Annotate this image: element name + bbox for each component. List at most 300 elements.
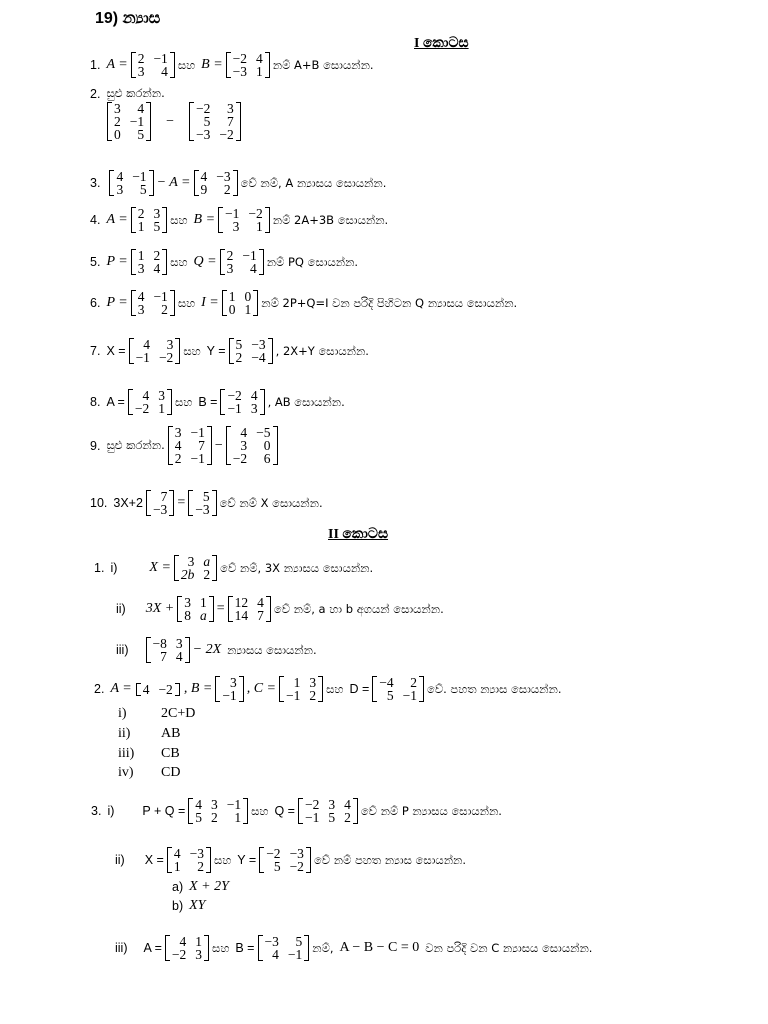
matrix-cell: 3 [195,947,203,962]
matrix-cell: 5 [273,859,281,874]
matrix-cell: 3 [137,302,145,317]
matrix-cell: 1 [195,934,203,949]
math-label: X = [149,560,171,575]
matrix-cell: 2 [344,810,351,825]
sub-label-a: a) [172,880,184,894]
matrix-cell: −4 [379,675,394,690]
math-label: − A = [156,175,191,190]
matrix-cell: 3 [153,206,161,221]
math-label: B = [201,57,223,72]
matrix-cell: 1 [234,810,242,825]
matrix [188,490,216,516]
matrix-grid [151,490,169,516]
question-number: 3. [90,176,101,190]
question-number: 2. [90,86,101,101]
matrix-cell: 4 [116,169,124,184]
instruction-text: , AB සොයන්න. [267,394,345,409]
matrix-cell: −5 [256,425,271,440]
matrix [215,676,243,702]
matrix-cell: −2 [158,681,173,697]
matrix-cell: 1 [199,595,207,610]
math-label: Q = [193,254,217,269]
matrix-cell: −3 [195,502,210,517]
math-label: X = [144,853,164,867]
instruction-text: වේ නම්, 3X න්‍යාසය සොයන්න. [220,560,374,575]
question-number: 6. [90,296,101,310]
matrix [220,389,264,415]
matrix [165,935,209,961]
matrix-cell: 0 [244,289,252,304]
matrix-cell: 7 [160,649,167,664]
math-label: , C = [246,681,276,696]
connector-text: නම්, [312,940,334,955]
matrix-cell: 2 [197,859,204,874]
matrix-cell: 7 [257,608,264,623]
matrix-cell: 1 [173,859,181,874]
matrix-cell: −2 [171,947,187,962]
matrix-cell: −1 [153,289,168,304]
matrix-cell: a [203,554,211,569]
math-label: 3X + [145,601,175,616]
matrix-cell: 5 [153,219,161,234]
matrix-grid [377,676,419,702]
matrix [131,249,168,275]
matrix-right-bracket [175,338,180,364]
matrix-cell: 4 [175,649,183,664]
and-text: සහ [170,254,188,269]
matrix-cell: 2 [137,51,145,66]
math-label: Y = [237,853,257,867]
matrix-cell: 3 [227,101,234,116]
matrix-right-bracket [207,426,212,465]
matrix-cell: −1 [153,51,168,66]
matrix-grid [136,249,163,275]
matrix [194,170,238,196]
matrix-cell: −1 [222,688,237,703]
math-label: A = [106,395,125,409]
matrix-right-bracket [268,338,273,364]
question-number: 1. [94,561,105,575]
matrix-grid [151,637,185,663]
matrix-cell: 4 [137,101,145,116]
instruction-text: සුළු කරන්න. [106,438,165,452]
matrix-cell: 3 [137,64,145,79]
matrix-right-bracket [209,596,214,622]
matrix-cell: −3 [189,846,204,861]
math-label: A = [106,212,128,227]
question-8 [90,389,345,415]
matrix-cell: −3 [264,934,279,949]
matrix-right-bracket [239,676,244,702]
sub-label-b: b) [172,899,184,913]
matrix-cell: 4 [344,797,351,812]
matrix-grid [134,338,176,364]
question-7 [90,338,369,364]
matrix-right-bracket [306,847,311,873]
matrix-cell: 2 [203,567,211,582]
matrix-right-bracket [243,798,248,824]
question-number: 10. [90,496,108,510]
matrix-cell: 5 [235,337,243,352]
matrix-cell: 4 [153,261,161,276]
matrix-cell: −2 [219,127,234,142]
matrix-cell: 4 [250,388,258,403]
matrix-cell: 3 [184,595,191,610]
and-text: සහ [251,803,269,818]
matrix-cell: −2 [232,51,248,66]
matrix-right-bracket [304,935,309,961]
matrix-cell: 3 [175,636,183,651]
math-label: I = [201,295,219,310]
matrix-cell: −1 [129,114,145,129]
math-label: X = [106,344,126,358]
matrix-grid [193,490,211,516]
matrix-cell: 2 [235,350,243,365]
matrix-right-bracket [170,52,175,78]
math-label: B = [235,941,255,955]
matrix-grid [133,389,167,415]
and-text: සහ [177,295,196,310]
matrix-grid [172,847,206,873]
page-title: 19) න්‍යාස [95,10,161,27]
and-text: සහ [174,394,193,409]
matrix [222,290,259,316]
matrix-cell: 4 [249,261,257,276]
instruction-text: , 2X+Y සොයන්න. [275,343,369,358]
matrix-cell: 2 [309,688,317,703]
matrix-cell: 2 [114,114,121,129]
sub-label-iii: iii) [118,746,135,761]
matrix [131,290,175,316]
matrix-cell: −1 [304,810,320,825]
matrix [189,102,241,141]
question-number: 3. [91,804,102,818]
question-number: 2. [94,682,105,696]
instruction-text: නම් A+B සොයන්න. [272,57,374,72]
matrix-right-bracket [185,637,190,663]
matrix-cell: 1 [244,302,252,317]
instruction-text: වේ නම් X සොයන්න. [219,495,323,510]
matrix-cell: 1 [293,675,301,690]
matrix [109,170,153,196]
matrix-cell: 3 [114,101,121,116]
matrix-cell: −2 [304,797,320,812]
matrix-grid [114,170,148,196]
matrix-grid [231,426,273,465]
question-4 [90,207,388,233]
instruction-text: නම් 2P+Q=I වන පරිදි පිහිටන Q න්‍යාසය සොයන්න. [261,295,518,310]
list-item: AB [161,726,181,741]
math-label: A = [110,681,132,696]
expression: XY [189,898,206,913]
matrix-right-bracket [236,102,241,141]
part2-question-3-ii-b [172,898,205,914]
matrix-cell: 3 [309,675,317,690]
matrix-right-bracket [162,207,167,233]
matrix-cell: 4 [195,797,202,812]
matrix-right-bracket [212,555,217,581]
matrix [128,389,172,415]
question-2-expression [104,102,244,141]
question-1 [90,52,374,78]
matrix-cell: 3 [116,182,124,197]
question-10 [90,490,323,516]
matrix-right-bracket [253,290,258,316]
part2-question-1-i [94,555,373,581]
matrix-cell: 3 [187,554,195,569]
matrix [298,798,358,824]
question-5 [90,249,358,275]
matrix-cell: 2 [161,302,168,317]
math-label: D = [349,682,370,696]
matrix-cell: −1 [242,248,257,263]
matrix-right-bracket [233,170,238,196]
matrix [228,596,271,622]
matrix-cell: 3 [240,438,248,453]
sub-question-label: iii) [116,643,129,657]
minus-sign: − [166,113,175,129]
math-label: A = [106,57,128,72]
matrix-cell: 4 [272,947,279,962]
matrix [279,676,323,702]
matrix-grid [284,676,318,702]
matrix-cell: 2 [223,182,231,197]
matrix-right-bracket [167,389,172,415]
list-item: CD [161,765,181,780]
matrix-right-bracket [318,676,323,702]
matrix-cell: −1 [227,401,242,416]
matrix-right-bracket [259,249,264,275]
matrix-cell: 1 [256,64,263,79]
matrix-right-bracket [162,249,167,275]
matrix-grid [234,338,268,364]
matrix-cell: 2 [226,248,234,263]
matrix [372,676,424,702]
matrix-cell: 3 [232,219,240,234]
matrix [226,52,270,78]
question-number: 1. [90,58,101,72]
math-label: P = [106,254,128,269]
sub-question-label: i) [107,804,115,818]
part2-question-3-ii-a [172,879,229,895]
matrix-cell: 14 [234,608,249,623]
and-text: සහ [170,212,188,227]
matrix-cell: −1 [135,350,150,365]
matrix-cell: −3 [232,64,248,79]
matrix-cell: −1 [190,451,205,466]
matrix-cell: 6 [263,451,271,466]
matrix-cell: −2 [248,206,263,221]
matrix-cell: 3 [226,261,234,276]
matrix-cell: 4 [137,289,145,304]
matrix-cell: 1 [137,248,145,263]
math-label: , B = [183,681,213,696]
matrix-cell: 5 [203,114,211,129]
question-3 [90,170,386,196]
matrix [146,637,190,663]
matrix-cell: 7 [227,114,234,129]
matrix-cell: −3 [216,169,231,184]
matrix-cell: 12 [234,595,249,610]
matrix-grid [170,935,204,961]
matrix-cell: 4 [142,681,150,697]
matrix [146,490,174,516]
matrix-cell: 1 [158,401,165,416]
instruction-text: සුළු කරන්න. [106,86,165,100]
matrix-cell: −1 [287,947,303,962]
matrix-right-bracket [169,490,174,516]
matrix-cell: −2 [227,388,242,403]
instruction-text: වන පරිදි වන C න්‍යාසය සොයන්න. [425,940,593,955]
matrix-cell: 2 [174,451,182,466]
matrix-cell: −1 [226,797,242,812]
sub-question-label: ii) [116,602,126,616]
matrix [131,52,175,78]
matrix-grid [263,935,305,961]
matrix-cell: −3 [289,846,304,861]
matrix [136,683,180,696]
matrix-right-bracket [212,490,217,516]
list-item: 2C+D [161,706,196,721]
matrix-cell: −1 [132,169,147,184]
matrix-cell: 4 [179,934,187,949]
matrix-grid [225,389,259,415]
matrix [168,426,212,465]
matrix-cell: 4 [161,64,168,79]
matrix-cell: 4 [142,388,150,403]
matrix-cell: −2 [196,101,211,116]
matrix-right-bracket [419,676,424,702]
section-1-heading: I කොටස [414,36,469,51]
matrix-cell: 1 [256,219,263,234]
and-text: සහ [212,940,230,955]
sub-question-label: iii) [115,941,128,955]
instruction-text: වේ නම්, A න්‍යාසය සොයන්න. [240,175,387,190]
equals-sign: = [177,495,186,510]
matrix-cell: 4 [174,438,182,453]
instruction-text: නම් PQ සොයන්න. [266,254,359,269]
instruction-text: නම් 2A+3B සොයන්න. [272,212,389,227]
matrix-cell: 4 [200,169,208,184]
math-label: P + Q = [142,804,186,818]
matrix-grid [136,52,170,78]
matrix-grid [220,676,238,702]
matrix-cell: −2 [134,401,150,416]
part2-question-1-iii [116,637,317,663]
matrix-right-bracket [170,290,175,316]
matrix-grid [173,426,207,465]
matrix-cell: 4 [256,51,263,66]
matrix [226,426,278,465]
matrix-cell: −3 [196,127,211,142]
matrix [131,207,168,233]
matrix-grid [194,102,236,141]
matrix-cell: 2 [211,810,218,825]
matrix-cell: −3 [152,502,168,517]
and-text: සහ [177,57,196,72]
question-number: 4. [90,213,101,227]
matrix-right-bracket [204,935,209,961]
matrix [229,338,273,364]
matrix-cell: 8 [184,608,191,623]
math-label: Y = [206,344,226,358]
matrix-right-bracket [266,596,271,622]
matrix [174,555,217,581]
section-2-heading: II කොටස [328,527,389,542]
math-label: A = [143,941,162,955]
matrix-cell: 5 [139,182,147,197]
matrix-cell: 0 [228,302,236,317]
matrix-grid [199,170,233,196]
matrix [177,596,214,622]
expression: X + 2Y [189,879,229,894]
matrix-cell: −2 [232,451,248,466]
matrix-cell: −2 [289,859,304,874]
matrix-cell: 5 [295,934,303,949]
sub-label-iv: iv) [118,765,134,780]
part2-question-3-iii [115,935,592,961]
matrix-cell: a [199,608,207,623]
part2-question-3-i [91,798,502,824]
matrix-cell: 3 [137,261,145,276]
matrix-cell: −1 [285,688,301,703]
instruction-text: වේ නම්, a හා b අගයන් සොයන්න. [273,601,444,616]
list-item: CB [161,746,180,761]
matrix-cell: 2 [137,206,145,221]
part2-question-2 [94,676,561,702]
matrix-cell: 3 [229,675,237,690]
matrix-cell: −2 [158,350,174,365]
matrix-cell: 5 [195,810,202,825]
matrix-cell: 2 [153,248,161,263]
matrix [258,935,310,961]
matrix-cell: 3 [328,797,336,812]
matrix-cell: 5 [202,489,210,504]
matrix-grid [231,52,265,78]
matrix-cell: 5 [386,688,394,703]
matrix-grid [112,102,146,141]
matrix-cell: 9 [200,182,208,197]
matrix [218,207,270,233]
matrix-cell: 2b [180,567,195,582]
matrix-cell: 5 [328,810,336,825]
math-label: Q = [274,804,295,818]
matrix-cell: −1 [225,206,240,221]
equals-sign: = [216,601,225,616]
matrix-cell: 3 [211,797,218,812]
question-2-label [90,86,165,101]
matrix-cell: −2 [266,846,281,861]
matrix-grid [225,249,259,275]
matrix [167,847,211,873]
sub-label-ii: ii) [118,726,131,741]
matrix-cell: −3 [251,337,266,352]
sub-label-i: i) [118,706,127,721]
matrix-cell: 4 [257,595,264,610]
instruction-text: වේ නම් පහත න්‍යාස සොයන්න. [313,852,467,867]
matrix-cell: −4 [251,350,266,365]
matrix-grid [136,207,163,233]
matrix-right-bracket [175,683,180,696]
sub-question-label: ii) [115,853,125,867]
equation: A − B − C = 0 [339,940,420,955]
matrix-right-bracket [273,426,278,465]
matrix-cell: 5 [137,127,145,142]
matrix-grid [303,798,353,824]
math-label: 3X+2 [113,496,143,510]
matrix-grid [136,290,170,316]
matrix-right-bracket [206,847,211,873]
